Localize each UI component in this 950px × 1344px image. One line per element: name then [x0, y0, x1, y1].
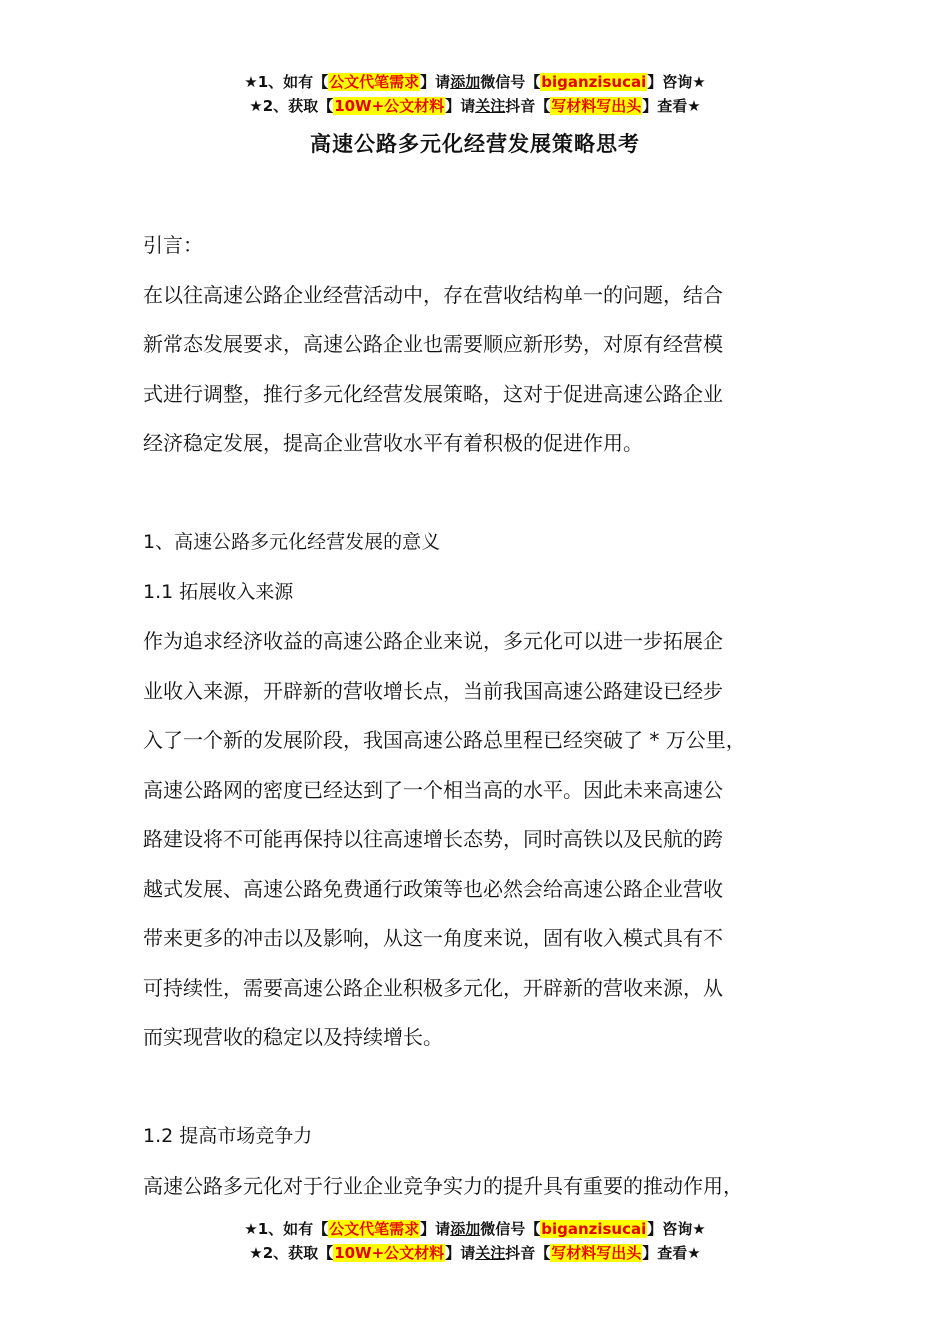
- banner-underline: 添加: [450, 73, 481, 91]
- banner-douyin-id: 写材料写出头: [551, 1244, 642, 1262]
- banner-text: 】请: [420, 73, 451, 91]
- paragraph-line: 作为追求经济收益的高速公路企业来说，多元化可以进一步拓展企: [143, 629, 723, 653]
- banner-wechat-id: biganzisucai: [541, 73, 647, 91]
- banner-wechat-id: biganzisucai: [541, 1220, 647, 1238]
- banner-underline: 关注: [475, 1244, 506, 1262]
- banner-text: ★1、如有【: [244, 1220, 329, 1238]
- header-banner: [0, 70, 950, 118]
- subsection-heading: 1.1 拓展收入来源: [143, 580, 294, 603]
- banner-text: 抖音【: [505, 97, 551, 115]
- banner-text: 】查看★: [642, 1244, 701, 1262]
- paragraph-line: 而实现营收的稳定以及持续增长。: [143, 1025, 443, 1049]
- intro-label: 引言：: [143, 233, 203, 257]
- banner-line-1: [0, 1217, 950, 1241]
- banner-text: 】咨询★: [647, 73, 706, 91]
- document-body: [143, 221, 833, 1211]
- paragraph-line: 带来更多的冲击以及影响，从这一角度来说，固有收入模式具有不: [143, 926, 723, 950]
- banner-highlight: 公文代笔需求: [329, 1220, 420, 1238]
- banner-text: 】请: [445, 97, 476, 115]
- banner-text: 抖音【: [505, 1244, 551, 1262]
- footer-banner: [0, 1217, 950, 1265]
- paragraph-line: 新常态发展要求，高速公路企业也需要顺应新形势，对原有经营模: [143, 332, 723, 356]
- spacer: [143, 1063, 833, 1113]
- paragraph-line: 高速公路网的密度已经达到了一个相当高的水平。因此未来高速公: [143, 777, 723, 802]
- paragraph-line: 在以往高速公路企业经营活动中，存在营收结构单一的问题，结合: [143, 282, 723, 307]
- paragraph-line: 式进行调整，推行多元化经营发展策略，这对于促进高速公路企业: [143, 381, 723, 406]
- section-heading: 1、高速公路多元化经营发展的意义: [143, 531, 441, 553]
- banner-text: 微信号【: [480, 73, 541, 91]
- paragraph-line: 经济稳定发展，提高企业营收水平有着积极的促进作用。: [143, 431, 643, 455]
- banner-text: 微信号【: [480, 1220, 541, 1238]
- paragraph-line: 越式发展、高速公路免费通行政策等也必然会给高速公路企业营收: [143, 876, 723, 901]
- banner-text: 】咨询★: [647, 1220, 706, 1238]
- banner-text: ★2、获取【: [249, 97, 334, 115]
- banner-text: 】请: [445, 1244, 476, 1262]
- paragraph-line: 业收入来源，开辟新的营收增长点，当前我国高速公路建设已经步: [143, 678, 723, 703]
- banner-underline: 添加: [450, 1220, 481, 1238]
- banner-text: ★2、获取【: [249, 1244, 334, 1262]
- document-title: 高速公路多元化经营发展策略思考: [310, 132, 640, 156]
- banner-highlight: 公文代笔需求: [329, 73, 420, 91]
- banner-douyin-id: 写材料写出头: [551, 97, 642, 115]
- subsection-heading: 1.2 提高市场竞争力: [143, 1125, 313, 1147]
- banner-text: ★1、如有【: [244, 73, 329, 91]
- banner-highlight: 10W+公文材料: [334, 1244, 445, 1262]
- banner-highlight: 10W+公文材料: [334, 97, 445, 115]
- paragraph-line: 可持续性，需要高速公路企业积极多元化，开辟新的营收来源，从: [143, 975, 723, 1000]
- banner-line-1: [0, 70, 950, 94]
- banner-underline: 关注: [475, 97, 506, 115]
- spacer: [143, 469, 833, 519]
- banner-line-2: [0, 1241, 950, 1265]
- banner-text: 】请: [420, 1220, 451, 1238]
- paragraph-line: 高速公路多元化对于行业企业竞争实力的提升具有重要的推动作用，: [143, 1173, 743, 1198]
- paragraph-line: 路建设将不可能再保持以往高速增长态势，同时高铁以及民航的跨: [143, 827, 723, 851]
- paragraph-line: 入了一个新的发展阶段，我国高速公路总里程已经突破了 * 万公里，: [143, 728, 746, 752]
- banner-text: 】查看★: [642, 97, 701, 115]
- banner-line-2: [0, 94, 950, 118]
